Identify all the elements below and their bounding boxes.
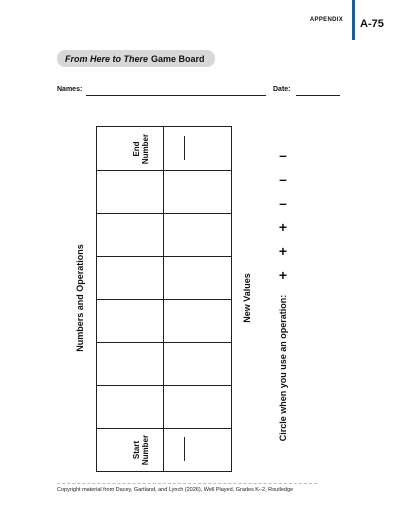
copyright-text: Copyright material from Dacey, Gartland, and Lynch (2026), Well Played, Grades K–2, Routledge bbox=[57, 487, 294, 493]
date-line[interactable] bbox=[296, 95, 340, 96]
plus-operation[interactable]: + bbox=[278, 243, 288, 259]
end-number-slash bbox=[184, 136, 185, 160]
end-number-label: End Number bbox=[132, 133, 150, 165]
accent-bar bbox=[352, 0, 355, 40]
start-number-label: Start Number bbox=[132, 434, 150, 466]
new-values-label: New Values bbox=[242, 273, 252, 323]
page-title bbox=[57, 50, 215, 67]
board-row-divider bbox=[97, 299, 231, 300]
names-label: Names: bbox=[57, 86, 83, 93]
title-plain: Game Board bbox=[151, 53, 205, 64]
circle-instruction: Circle when you use an operation: bbox=[278, 294, 288, 442]
board-row-divider bbox=[97, 385, 231, 386]
board-cell[interactable] bbox=[97, 170, 163, 213]
minus-operation[interactable]: – bbox=[279, 147, 287, 163]
game-board bbox=[96, 126, 232, 472]
board-cell[interactable] bbox=[164, 170, 232, 213]
appendix-label: APPENDIX bbox=[309, 17, 343, 23]
date-label: Date: bbox=[273, 86, 291, 93]
plus-operation[interactable]: + bbox=[278, 219, 288, 235]
minus-operation[interactable]: – bbox=[279, 195, 287, 211]
board-row-divider bbox=[97, 256, 231, 257]
start-number-slash bbox=[184, 437, 185, 461]
numbers-operations-label: Numbers and Operations bbox=[75, 244, 85, 352]
names-line[interactable] bbox=[86, 95, 266, 96]
board-row-divider bbox=[97, 213, 231, 214]
board-row-divider bbox=[97, 342, 231, 343]
footer-divider bbox=[57, 483, 317, 484]
title-italic: From Here to There bbox=[65, 53, 149, 64]
board-row-divider bbox=[97, 428, 231, 429]
plus-operation[interactable]: + bbox=[278, 267, 288, 283]
minus-operation[interactable]: – bbox=[279, 171, 287, 187]
page-number: A-75 bbox=[360, 18, 384, 30]
